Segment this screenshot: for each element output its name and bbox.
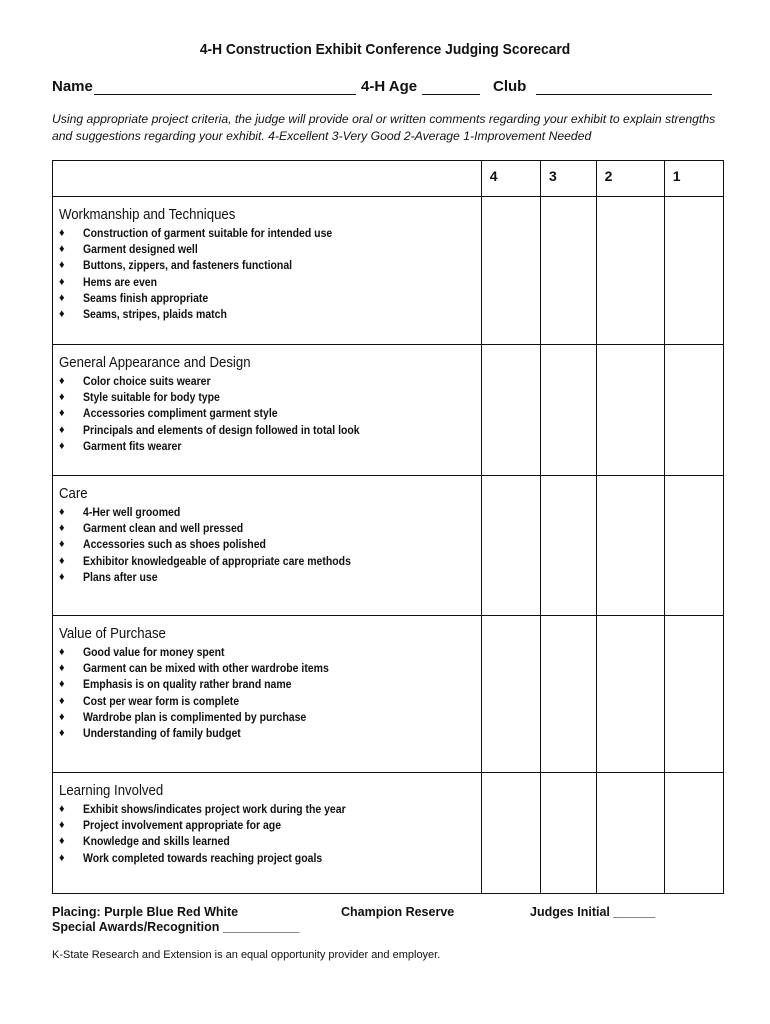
diamond-bullet-icon: ♦ <box>59 275 65 288</box>
score-header-2: 2 <box>596 161 664 197</box>
score-cell-3[interactable] <box>540 616 596 773</box>
section-title: General Appearance and Design <box>59 354 251 371</box>
score-cell-1[interactable] <box>664 476 723 616</box>
club-field[interactable] <box>536 94 712 95</box>
diamond-bullet-icon: ♦ <box>59 835 65 848</box>
criteria-item <box>59 520 481 536</box>
criteria-item <box>59 504 481 520</box>
criteria-item <box>59 373 481 389</box>
diamond-bullet-icon: ♦ <box>59 554 65 567</box>
criteria-item <box>59 422 481 438</box>
diamond-bullet-icon: ♦ <box>59 803 65 815</box>
criteria-list <box>53 504 481 585</box>
score-cell-4[interactable] <box>481 616 540 773</box>
score-cell-2[interactable] <box>596 773 664 894</box>
criteria-item-text: Cost per wear form is complete <box>83 693 240 708</box>
score-cell-4[interactable] <box>481 773 540 894</box>
criteria-cell <box>53 197 482 345</box>
criteria-item <box>59 438 481 454</box>
criteria-list <box>53 644 481 741</box>
score-cell-2[interactable] <box>596 197 664 345</box>
score-cell-1[interactable] <box>664 197 723 345</box>
placing-options: Placing: Purple Blue Red White <box>52 905 239 919</box>
age-field[interactable] <box>422 94 480 95</box>
criteria-cell <box>53 616 482 773</box>
criteria-item <box>59 660 481 676</box>
diamond-bullet-icon: ♦ <box>59 291 65 304</box>
section-row <box>53 773 724 894</box>
section-title: Learning Involved <box>59 782 164 799</box>
score-cell-3[interactable] <box>540 773 596 894</box>
criteria-item-text: Knowledge and skills learned <box>83 834 230 849</box>
special-awards: Special Awards/Recognition ___________ <box>52 920 300 934</box>
criteria-item <box>59 833 481 849</box>
disclaimer: K-State Research and Extension is an equal opportunity provider and employer. <box>52 949 441 961</box>
diamond-bullet-icon: ♦ <box>59 538 65 551</box>
section-row <box>53 476 724 616</box>
age-label: 4-H Age <box>361 78 418 95</box>
criteria-item-text: Construction of garment suitable for intended use <box>83 226 333 240</box>
diamond-bullet-icon: ♦ <box>59 819 65 832</box>
score-cell-1[interactable] <box>664 773 723 894</box>
score-cell-4[interactable] <box>481 345 540 476</box>
criteria-list <box>53 373 481 454</box>
diamond-bullet-icon: ♦ <box>59 506 65 518</box>
score-header-1: 1 <box>664 161 723 197</box>
criteria-item <box>59 389 481 405</box>
criteria-item-text: Exhibit shows/indicates project work during the year <box>83 802 346 816</box>
diamond-bullet-icon: ♦ <box>59 227 65 239</box>
section-title: Care <box>59 485 88 502</box>
criteria-item <box>59 553 481 569</box>
criteria-item-text: Buttons, zippers, and fasteners functional <box>83 258 293 273</box>
criteria-item-text: Garment fits wearer <box>83 438 182 453</box>
diamond-bullet-icon: ♦ <box>59 710 65 723</box>
criteria-item-text: Accessories such as shoes polished <box>83 537 266 552</box>
criteria-item <box>59 644 481 660</box>
diamond-bullet-icon: ♦ <box>59 851 65 864</box>
page-title: 4-H Construction Exhibit Conference Judging Scorecard <box>199 41 571 58</box>
score-cell-4[interactable] <box>481 197 540 345</box>
diamond-bullet-icon: ♦ <box>59 522 65 535</box>
criteria-item <box>59 306 481 322</box>
criteria-item <box>59 817 481 833</box>
judges-initial: Judges Initial ______ <box>530 905 656 919</box>
diamond-bullet-icon: ♦ <box>59 243 65 256</box>
diamond-bullet-icon: ♦ <box>59 646 65 658</box>
criteria-item <box>59 257 481 273</box>
criteria-item <box>59 536 481 552</box>
criteria-item-text: Plans after use <box>83 569 158 584</box>
diamond-bullet-icon: ♦ <box>59 662 65 675</box>
diamond-bullet-icon: ♦ <box>59 308 65 321</box>
instructions: Using appropriate project criteria, the judge will provide oral or written comments regarding your exhibit to explain strengths and suggestions regarding your exhibit. 4-Excellent 3-Very Good 2-Average 1-Improvement Needed <box>52 112 716 143</box>
criteria-list <box>53 801 481 866</box>
criteria-item-text: Project involvement appropriate for age <box>83 818 282 833</box>
criteria-item <box>59 274 481 290</box>
criteria-item-text: Accessories compliment garment style <box>83 406 278 421</box>
criteria-cell <box>53 476 482 616</box>
criteria-item-text: Emphasis is on quality rather brand name <box>83 677 292 692</box>
criteria-item <box>59 693 481 709</box>
identity-row <box>52 78 722 98</box>
criteria-item <box>59 725 481 741</box>
criteria-item-text: Hems are even <box>83 274 158 289</box>
score-cell-4[interactable] <box>481 476 540 616</box>
diamond-bullet-icon: ♦ <box>59 259 65 272</box>
score-cell-2[interactable] <box>596 476 664 616</box>
criteria-item-text: Garment designed well <box>83 242 198 257</box>
score-header-4: 4 <box>481 161 540 197</box>
criteria-item-text: 4-Her well groomed <box>83 505 181 519</box>
criteria-item-text: Seams, stripes, plaids match <box>83 307 227 322</box>
criteria-item <box>59 709 481 725</box>
criteria-item-text: Style suitable for body type <box>83 390 220 405</box>
criteria-item-text: Color choice suits wearer <box>83 374 211 388</box>
score-cell-2[interactable] <box>596 345 664 476</box>
name-label: Name <box>52 78 93 95</box>
criteria-item-text: Garment can be mixed with other wardrobe items <box>83 661 329 676</box>
criteria-item-text: Exhibitor knowledgeable of appropriate care methods <box>83 553 351 568</box>
criteria-item-text: Understanding of family budget <box>83 726 241 741</box>
criteria-cell <box>53 345 482 476</box>
criteria-item-text: Principals and elements of design followed in total look <box>83 422 360 437</box>
score-cell-1[interactable] <box>664 345 723 476</box>
criteria-item <box>59 801 481 817</box>
criteria-item <box>59 225 481 241</box>
section-row <box>53 197 724 345</box>
criteria-item-text: Wardrobe plan is complimented by purchase <box>83 709 307 724</box>
diamond-bullet-icon: ♦ <box>59 570 65 583</box>
name-field[interactable] <box>94 94 356 95</box>
criteria-item <box>59 241 481 257</box>
diamond-bullet-icon: ♦ <box>59 678 65 691</box>
criteria-item <box>59 290 481 306</box>
diamond-bullet-icon: ♦ <box>59 439 65 452</box>
score-header-3: 3 <box>540 161 596 197</box>
club-label: Club <box>493 78 527 95</box>
criteria-item-text: Good value for money spent <box>83 645 225 659</box>
score-cell-3[interactable] <box>540 345 596 476</box>
diamond-bullet-icon: ♦ <box>59 694 65 707</box>
score-header-row <box>53 161 724 197</box>
criteria-item <box>59 569 481 585</box>
criteria-item-text: Work completed towards reaching project goals <box>83 850 323 865</box>
scorecard-table <box>52 160 724 894</box>
diamond-bullet-icon: ♦ <box>59 423 65 436</box>
score-cell-2[interactable] <box>596 616 664 773</box>
diamond-bullet-icon: ♦ <box>59 375 65 387</box>
criteria-item <box>59 850 481 866</box>
criteria-cell <box>53 773 482 894</box>
diamond-bullet-icon: ♦ <box>59 391 65 404</box>
criteria-item <box>59 676 481 692</box>
criteria-item-text: Seams finish appropriate <box>83 290 209 305</box>
criteria-header-cell <box>53 161 482 197</box>
champion-reserve: Champion Reserve <box>341 905 455 919</box>
score-cell-3[interactable] <box>540 197 596 345</box>
criteria-item-text: Garment clean and well pressed <box>83 521 244 536</box>
diamond-bullet-icon: ♦ <box>59 407 65 420</box>
score-cell-1[interactable] <box>664 616 723 773</box>
score-cell-3[interactable] <box>540 476 596 616</box>
section-title: Value of Purchase <box>59 625 166 642</box>
criteria-item <box>59 405 481 421</box>
diamond-bullet-icon: ♦ <box>59 727 65 740</box>
section-row <box>53 345 724 476</box>
criteria-list <box>53 225 481 322</box>
section-row <box>53 616 724 773</box>
section-title: Workmanship and Techniques <box>59 206 236 223</box>
